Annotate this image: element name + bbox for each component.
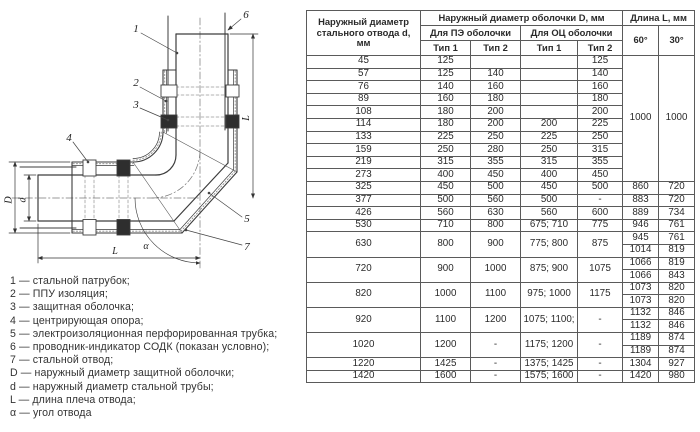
table-cell: 819 xyxy=(659,257,695,270)
column-header-pe-type2: Тип 2 xyxy=(471,41,521,56)
table-cell: 734 xyxy=(659,207,695,220)
table-cell: 820 xyxy=(659,295,695,308)
table-cell: 225 xyxy=(521,131,578,144)
table-row xyxy=(307,370,695,383)
table-cell: 160 xyxy=(471,81,521,94)
legend-item: 7 — стальной отвод; xyxy=(10,354,114,367)
table-cell xyxy=(521,68,578,81)
legend-item: 6 — проводник-индикатор СОДК (показан условно); xyxy=(10,341,270,354)
table-cell: 160 xyxy=(421,93,471,106)
table-cell: 355 xyxy=(578,156,623,169)
table-cell: 315 xyxy=(421,156,471,169)
table-panel xyxy=(306,10,694,383)
column-header-d: Наружный диаметр стального отвода d, мм xyxy=(307,11,421,56)
table-cell: 1420 xyxy=(307,370,421,383)
table-cell: 450 xyxy=(471,169,521,182)
legend-item: D — наружный диаметр защитной оболочки; xyxy=(10,367,235,380)
column-header-shell-diameter: Наружный диаметр оболочки D, мм xyxy=(421,11,623,26)
legend-item: L — длина плеча отвода; xyxy=(10,393,136,406)
table-cell: 560 xyxy=(521,207,578,220)
table-cell: 400 xyxy=(521,169,578,182)
table-cell: 860 xyxy=(623,181,659,194)
conductor-wires xyxy=(17,13,225,228)
table-cell: 1304 xyxy=(623,358,659,371)
table-cell: 1132 xyxy=(623,307,659,320)
table-cell: 927 xyxy=(659,358,695,371)
table-cell: 159 xyxy=(307,144,421,157)
table-cell: 920 xyxy=(307,307,421,332)
table-cell: 250 xyxy=(421,144,471,157)
table-row xyxy=(307,257,695,270)
dim-L-right-label: L xyxy=(241,115,252,121)
table-cell: 980 xyxy=(659,370,695,383)
table-cell: 315 xyxy=(521,156,578,169)
table-cell: - xyxy=(578,307,623,332)
table-cell: 1200 xyxy=(421,333,471,358)
table-cell: 1100 xyxy=(421,307,471,332)
table-cell: 1100 xyxy=(471,282,521,307)
table-cell: 225 xyxy=(421,131,471,144)
table-row xyxy=(307,358,695,371)
dim-alpha-label: α xyxy=(143,241,149,252)
table-cell: 45 xyxy=(307,56,421,69)
table-cell: 180 xyxy=(421,106,471,119)
table-cell: 1375; 1425 xyxy=(521,358,578,371)
table-cell: 720 xyxy=(307,257,421,282)
column-header-60deg: 60° xyxy=(623,26,659,56)
table-cell: 710 xyxy=(421,219,471,232)
table-cell: 1420 xyxy=(623,370,659,383)
table-cell: 500 xyxy=(578,181,623,194)
table-cell: 426 xyxy=(307,207,421,220)
table-cell: 846 xyxy=(659,320,695,333)
table-cell: 761 xyxy=(659,219,695,232)
table-cell: 1066 xyxy=(623,270,659,283)
table-cell: 775; 800 xyxy=(521,232,578,257)
table-cell: 874 xyxy=(659,345,695,358)
table-cell: 1220 xyxy=(307,358,421,371)
column-header-pe: Для ПЭ оболочки xyxy=(421,26,521,41)
table-cell: - xyxy=(578,333,623,358)
table-cell: 1000 xyxy=(659,56,695,182)
table-cell: 1020 xyxy=(307,333,421,358)
table-cell: 200 xyxy=(471,106,521,119)
column-header-30deg: 30° xyxy=(659,26,695,56)
column-header-oc-type1: Тип 1 xyxy=(521,41,578,56)
table-cell: 125 xyxy=(421,68,471,81)
table-cell: 325 xyxy=(307,181,421,194)
table-cell: 125 xyxy=(578,56,623,69)
table-row xyxy=(307,307,695,320)
table-cell: 800 xyxy=(421,232,471,257)
table-cell: 377 xyxy=(307,194,421,207)
callout-6-label: 6 xyxy=(243,9,249,21)
table-body xyxy=(307,56,695,383)
callout-leaders xyxy=(73,19,242,245)
legend-item: 1 — стальной патрубок; xyxy=(10,275,130,287)
table-cell: 875 xyxy=(578,232,623,257)
table-cell: 1575; 1600 xyxy=(521,370,578,383)
table-cell: 400 xyxy=(421,169,471,182)
table-cell: - xyxy=(471,370,521,383)
table-cell: 500 xyxy=(521,194,578,207)
table-cell: 1175; 1200 xyxy=(521,333,578,358)
table-row xyxy=(307,207,695,220)
centering-supports xyxy=(83,85,239,235)
table-cell: 140 xyxy=(578,68,623,81)
table-cell: 76 xyxy=(307,81,421,94)
table-cell: 1014 xyxy=(623,244,659,257)
table-cell: 108 xyxy=(307,106,421,119)
table-cell: 1000 xyxy=(471,257,521,282)
table-cell: 160 xyxy=(578,81,623,94)
table-cell: 875; 900 xyxy=(521,257,578,282)
table-cell: 273 xyxy=(307,169,421,182)
table-cell: - xyxy=(471,333,521,358)
table-cell: 1000 xyxy=(421,282,471,307)
legend-item: α — угол отвода xyxy=(10,407,92,420)
table-cell: 180 xyxy=(471,93,521,106)
table-cell xyxy=(521,81,578,94)
table-cell: 1073 xyxy=(623,282,659,295)
legend-item: d — наружный диаметр стальной трубы; xyxy=(10,380,214,393)
table-cell: 900 xyxy=(421,257,471,282)
dimensions-table xyxy=(306,10,695,383)
table-cell: 945 xyxy=(623,232,659,245)
table-row xyxy=(307,219,695,232)
table-cell: 720 xyxy=(659,194,695,207)
table-cell: 889 xyxy=(623,207,659,220)
table-cell: 500 xyxy=(471,181,521,194)
table-row xyxy=(307,194,695,207)
table-cell: 946 xyxy=(623,219,659,232)
legend-item: 3 — защитная оболочка; xyxy=(10,301,135,314)
column-header-length: Длина L, мм xyxy=(623,11,695,26)
table-cell: 560 xyxy=(421,207,471,220)
table-cell: 1075 xyxy=(578,257,623,282)
table-cell: - xyxy=(471,358,521,371)
table-cell: 1175 xyxy=(578,282,623,307)
table-cell: 975; 1000 xyxy=(521,282,578,307)
table-cell: 675; 710 xyxy=(521,219,578,232)
table-cell: 225 xyxy=(578,118,623,131)
table-cell: 761 xyxy=(659,232,695,245)
table-row xyxy=(307,333,695,346)
column-header-oc: Для ОЦ оболочки xyxy=(521,26,623,41)
table-cell: 200 xyxy=(521,118,578,131)
table-header xyxy=(307,11,695,56)
table-cell: 250 xyxy=(578,131,623,144)
table-cell xyxy=(471,56,521,69)
table-cell: 200 xyxy=(578,106,623,119)
table-cell: 200 xyxy=(471,118,521,131)
legend-item: 5 — электроизоляционная перфорированная трубка; xyxy=(10,327,278,340)
table-cell: 140 xyxy=(421,81,471,94)
callout-7-label: 7 xyxy=(244,241,250,253)
table-cell: 140 xyxy=(471,68,521,81)
table-cell: 1189 xyxy=(623,345,659,358)
dim-D-label: D xyxy=(3,196,15,204)
table-cell: 315 xyxy=(578,144,623,157)
dim-d-label: d xyxy=(17,197,29,203)
table-cell: 280 xyxy=(471,144,521,157)
table-cell xyxy=(521,106,578,119)
callout-3-label: 3 xyxy=(133,99,139,111)
table-cell xyxy=(521,93,578,106)
table-cell: 1075; 1100; xyxy=(521,307,578,332)
table-cell: 1425 xyxy=(421,358,471,371)
legend-item: 4 — центрирующая опора; xyxy=(10,314,144,327)
table-cell: 846 xyxy=(659,307,695,320)
table-cell: 57 xyxy=(307,68,421,81)
table-cell: 1066 xyxy=(623,257,659,270)
callout-5-label: 5 xyxy=(244,213,250,225)
table-cell: 500 xyxy=(421,194,471,207)
table-cell: 125 xyxy=(421,56,471,69)
table-cell: - xyxy=(578,194,623,207)
table-cell: 1600 xyxy=(421,370,471,383)
table-cell: 450 xyxy=(421,181,471,194)
dimension-lines xyxy=(9,34,258,263)
legend-item: 2 — ППУ изоляция; xyxy=(10,288,108,301)
table-cell: 820 xyxy=(307,282,421,307)
table-cell: 874 xyxy=(659,333,695,346)
column-header-pe-type1: Тип 1 xyxy=(421,41,471,56)
weld-seams xyxy=(133,132,237,233)
table-cell: 775 xyxy=(578,219,623,232)
dim-L-bottom-label: L xyxy=(112,246,118,257)
table-cell: 819 xyxy=(659,244,695,257)
table-row xyxy=(307,56,695,69)
table-cell: - xyxy=(578,358,623,371)
table-row xyxy=(307,232,695,245)
table-cell: 114 xyxy=(307,118,421,131)
table-cell: 1189 xyxy=(623,333,659,346)
table-cell: 450 xyxy=(521,181,578,194)
table-cell: 250 xyxy=(471,131,521,144)
table-cell: 560 xyxy=(471,194,521,207)
table-cell: 1000 xyxy=(623,56,659,182)
table-cell: 89 xyxy=(307,93,421,106)
drawing-panel xyxy=(0,0,302,272)
table-cell: 720 xyxy=(659,181,695,194)
centerlines xyxy=(12,18,200,268)
table-cell: 800 xyxy=(471,219,521,232)
steel-pipe-outline xyxy=(38,34,228,221)
elbow-diagram xyxy=(0,0,302,272)
table-cell: 630 xyxy=(471,207,521,220)
table-cell: 355 xyxy=(471,156,521,169)
table-cell: 883 xyxy=(623,194,659,207)
table-cell: 600 xyxy=(578,207,623,220)
table-cell: 1200 xyxy=(471,307,521,332)
table-cell: 843 xyxy=(659,270,695,283)
table-cell: 900 xyxy=(471,232,521,257)
table-cell: 630 xyxy=(307,232,421,257)
table-cell: 450 xyxy=(578,169,623,182)
callout-1-label: 1 xyxy=(133,23,139,35)
table-cell: 133 xyxy=(307,131,421,144)
table-cell: 180 xyxy=(578,93,623,106)
table-cell: 820 xyxy=(659,282,695,295)
callout-4-label: 4 xyxy=(66,132,72,144)
table-cell: - xyxy=(578,370,623,383)
legend xyxy=(10,275,302,420)
table-cell: 219 xyxy=(307,156,421,169)
table-cell: 250 xyxy=(521,144,578,157)
table-cell xyxy=(521,56,578,69)
table-cell: 530 xyxy=(307,219,421,232)
table-cell: 1073 xyxy=(623,295,659,308)
table-cell: 1132 xyxy=(623,320,659,333)
table-row xyxy=(307,282,695,295)
table-row xyxy=(307,181,695,194)
callout-2-label: 2 xyxy=(133,77,139,89)
column-header-oc-type2: Тип 2 xyxy=(578,41,623,56)
table-cell: 180 xyxy=(421,118,471,131)
